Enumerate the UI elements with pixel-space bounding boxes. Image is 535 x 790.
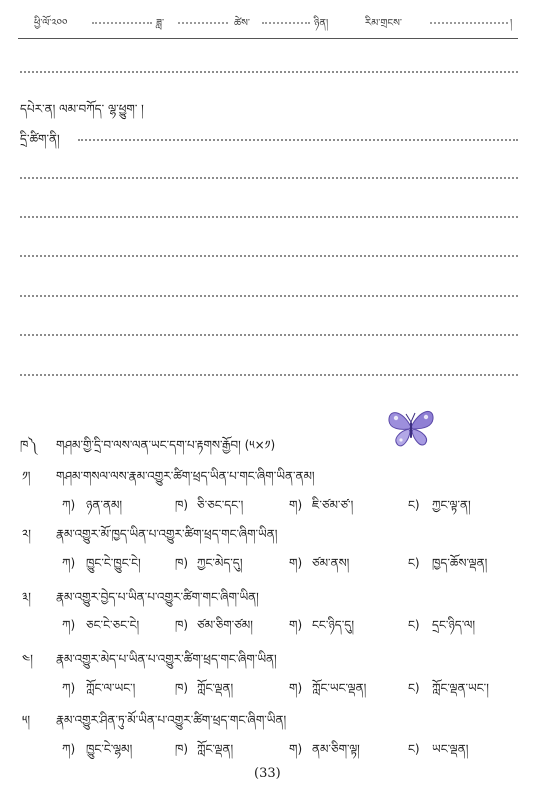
section-instruction: གཤམ་གྱི་དྲི་བ་ལས་ལན་ཡང་དག་པ་རྟགས་རྒྱོབ། (༥×༡): [56, 438, 276, 452]
question-1-option-d[interactable]: ཀྱང་ལྟ་ན།: [432, 498, 471, 512]
question-2-option-a[interactable]: ཁྱུང་ངེ་ཁྱུང་ངེ།: [86, 556, 141, 570]
question-4-option-b-mark: ཁ): [175, 681, 189, 695]
question-3-text: རྣམ་འགྱུར་བྱེད་པ་ཡིན་པ་འགྱུར་ཚིག་གང་ཞིག་ཡིན།: [56, 590, 259, 604]
question-2-option-d-mark: ང): [408, 556, 420, 570]
header-field-number: རིམ་གྲངས་: [365, 18, 403, 29]
exercise-title: དཔེར་ན། ལམ་བཀོད་ ལྷ་ཕྱུག་ །: [20, 102, 144, 116]
question-3-option-b-mark: ཁ): [175, 618, 189, 632]
question-5-option-d[interactable]: ཡང་ལྡན།: [432, 742, 469, 756]
question-4-option-c[interactable]: ཀློང་ཡང་ལྡན།: [312, 681, 367, 695]
page-number: (33): [254, 766, 281, 781]
question-5-option-a[interactable]: ཁྱུང་ངེ་ལྷམ།: [86, 742, 133, 756]
writing-line: [20, 255, 518, 257]
question-3-option-b[interactable]: ཙམ་ཅིག་ཙམ།: [197, 618, 253, 632]
question-4-option-c-mark: ག): [289, 681, 303, 695]
writing-line: [20, 71, 518, 73]
question-2-option-c-mark: ག): [289, 556, 303, 570]
question-4-option-d-mark: ང): [408, 681, 420, 695]
question-2-option-b[interactable]: ཀྱང་མེད་དུ།: [197, 556, 243, 570]
question-5-option-c-mark: ག): [289, 742, 303, 756]
section-label: ཁ༽: [20, 438, 37, 452]
question-3-option-c-mark: ག): [289, 618, 303, 632]
question-1-option-a-mark: ཀ): [62, 498, 76, 512]
header-rule: [18, 38, 518, 39]
header-dots-2: [178, 22, 228, 24]
header-field-month: ཟླ་: [156, 18, 165, 29]
question-1-option-b[interactable]: ཅི་ཅང་དང་།: [197, 498, 244, 512]
question-2-number: ༢།: [22, 527, 31, 541]
writing-line: [78, 139, 518, 141]
question-1-number: ༡།: [22, 469, 31, 483]
question-3-option-a[interactable]: ཅང་ངེ་ཅང་ངེ།: [86, 618, 140, 632]
question-1-option-b-mark: ཁ): [175, 498, 189, 512]
question-4-option-d[interactable]: ཀློང་ལྡན་ཡང་།: [432, 681, 489, 695]
question-2-option-d[interactable]: ཁྱད་ཆོས་ལྡན།: [432, 556, 488, 570]
question-1-option-c-mark: ག): [289, 498, 303, 512]
question-1-option-a[interactable]: ཉན་ནམ།: [86, 498, 123, 512]
header-dots-1: [92, 22, 152, 24]
header-field-day: ཚེས་: [234, 18, 250, 29]
question-2-option-c[interactable]: ཙམ་ནས།: [312, 556, 350, 570]
header-field-weekday: ཉིན།: [314, 18, 329, 29]
header-dots-4: [430, 22, 508, 24]
question-2-option-a-mark: ཀ): [62, 556, 76, 570]
butterfly-icon: [384, 405, 438, 449]
question-3-number: ༣།: [22, 590, 31, 604]
question-3-option-c[interactable]: ངང་ཉིད་དུ།: [312, 618, 354, 632]
question-1-option-d-mark: ང): [408, 498, 420, 512]
question-3-option-a-mark: ཀ): [62, 618, 76, 632]
question-4-text: རྣམ་འགྱུར་མེད་པ་ཡིན་པ་འགྱུར་ཚིག་ཕྲད་གང་ཞིག་ཡིན།: [56, 652, 277, 666]
question-5-option-b-mark: ཁ): [175, 742, 189, 756]
writing-line: [20, 216, 518, 218]
header-field-year: ཕྱི་ལོ་༢༠༠: [34, 18, 68, 29]
question-5-option-c[interactable]: ནམ་ཅིག་ལྟ།: [312, 742, 360, 756]
question-4-option-a-mark: ཀ): [62, 681, 76, 695]
question-3-option-d[interactable]: དྲང་ཉིད་ལ།: [432, 618, 476, 632]
writing-line: [20, 177, 518, 179]
header-end-mark: །: [510, 18, 513, 29]
question-5-option-b[interactable]: ཀློང་ལྡན།: [197, 742, 234, 756]
writing-line: [20, 334, 518, 336]
question-5-option-a-mark: ཀ): [62, 742, 76, 756]
prompt-label: དྲི་ཚིག་ནི།: [20, 132, 60, 146]
question-1-text: གཤམ་གསལ་ལས་རྣམ་འགྱུར་ཚིག་ཕྲད་ཡིན་པ་གང་ཞིག་ཡིན་ནམ།: [56, 469, 315, 483]
question-5-number: ༥།: [22, 713, 31, 727]
question-2-option-b-mark: ཁ): [175, 556, 189, 570]
question-4-option-a[interactable]: ཀློང་ལ་ཡང་།: [86, 681, 136, 695]
question-5-option-d-mark: ང): [408, 742, 420, 756]
question-5-text: རྣམ་འགྱུར་ཤིན་ཏུ་མོ་ཡིན་པ་འགྱུར་ཚིག་ཕྲད་གང་ཞིག་ཡིན།: [56, 713, 287, 727]
header-dots-3: [262, 22, 310, 24]
question-4-option-b[interactable]: ཀློང་ལྡན།: [197, 681, 234, 695]
question-2-text: རྣམ་འགྱུར་མོ་ཁྱད་ཡིན་པ་འགྱུར་ཚིག་ཕྲད་གང་ཞིག་ཡིན།: [56, 527, 278, 541]
question-3-option-d-mark: ང): [408, 618, 420, 632]
writing-line: [20, 295, 518, 297]
question-1-option-c[interactable]: ཇི་ཙམ་ཙ་།: [312, 498, 354, 512]
writing-line: [20, 374, 518, 376]
question-4-number: ༤།: [22, 652, 33, 666]
